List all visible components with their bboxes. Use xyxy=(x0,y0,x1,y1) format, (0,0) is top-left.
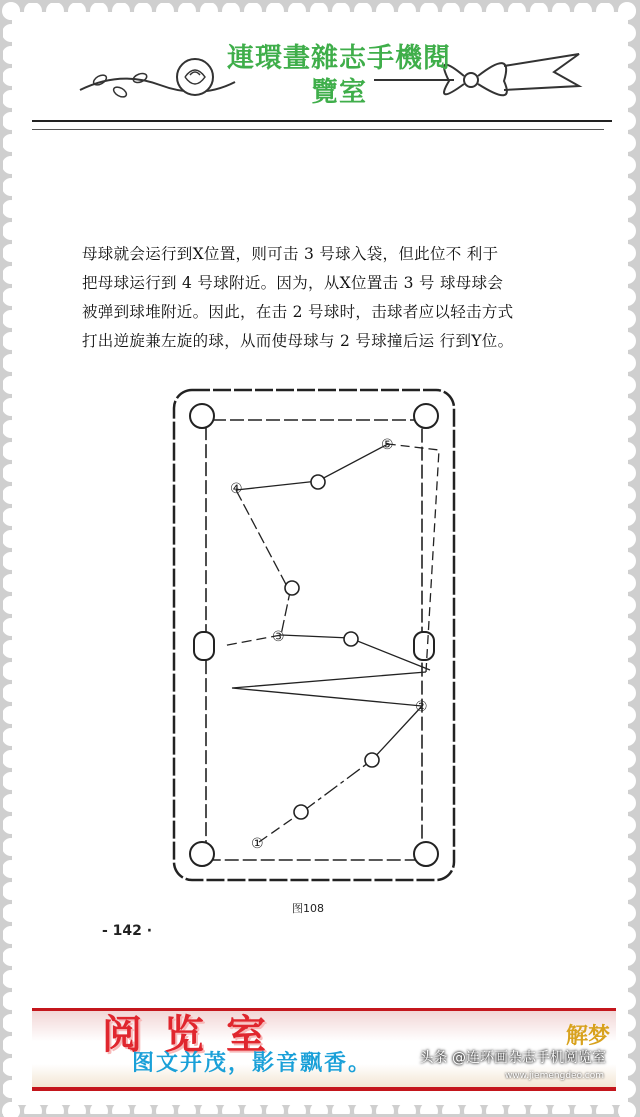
ball-3: ③ xyxy=(272,629,285,645)
figure-caption: 图108 xyxy=(292,902,324,915)
body-line-3: 被弹到球堆附近。因此，在击 2 号球时，击球者应以轻击方式 xyxy=(82,303,514,321)
billiard-table-diagram xyxy=(164,380,464,890)
magazine-title-line1: 連環畫雜志手機閱 xyxy=(227,43,451,74)
pocket-top-right xyxy=(414,404,438,428)
pocket-bottom-right xyxy=(414,842,438,866)
cue-ball-position xyxy=(294,805,308,819)
body-line-4: 打出逆旋兼左旋的球，从而使母球与 2 号球撞后运 行到Y位。 xyxy=(82,332,514,350)
ball-5: ⑤ xyxy=(381,437,394,453)
body-paragraph xyxy=(82,240,572,356)
magazine-title xyxy=(174,42,504,110)
dream-logo: 解梦 xyxy=(565,1024,610,1049)
pocket-bottom-left xyxy=(190,842,214,866)
banner-title: 阅览室 xyxy=(102,1012,288,1058)
page-number: - 142 · xyxy=(102,923,153,939)
cue-ball-position xyxy=(285,581,299,595)
pocket-middle-right xyxy=(414,632,434,660)
pocket-middle-left xyxy=(194,632,214,660)
body-line-2: 把母球运行到 4 号球附近。因为，从X位置击 3 号 球母球会 xyxy=(82,274,504,292)
ball-4: ④ xyxy=(230,481,243,497)
banner-subtitle: 图文并茂，影音飘香。 xyxy=(132,1051,373,1076)
cue-ball-position xyxy=(311,475,325,489)
magazine-title-line2: 覽室 xyxy=(311,77,367,108)
body-line-1: 母球就会运行到X位置，则可击 3 号球入袋，但此位不 利于 xyxy=(82,245,499,263)
reading-room-banner[interactable] xyxy=(32,1008,616,1091)
header-divider xyxy=(32,120,612,122)
pocket-top-left xyxy=(190,404,214,428)
cue-ball-position xyxy=(344,632,358,646)
header-divider-thin xyxy=(32,129,604,130)
cue-ball-position xyxy=(365,753,379,767)
source-watermark: 头条 @连环画杂志手机阅览室 xyxy=(419,1050,606,1066)
shot-paths xyxy=(222,444,439,842)
ball-2: ② xyxy=(415,699,428,715)
ball-1: ① xyxy=(251,836,264,852)
page-content xyxy=(24,20,616,1100)
table-outer-rail xyxy=(174,390,454,880)
site-watermark: www.jiemengdeo.com xyxy=(504,1071,604,1081)
